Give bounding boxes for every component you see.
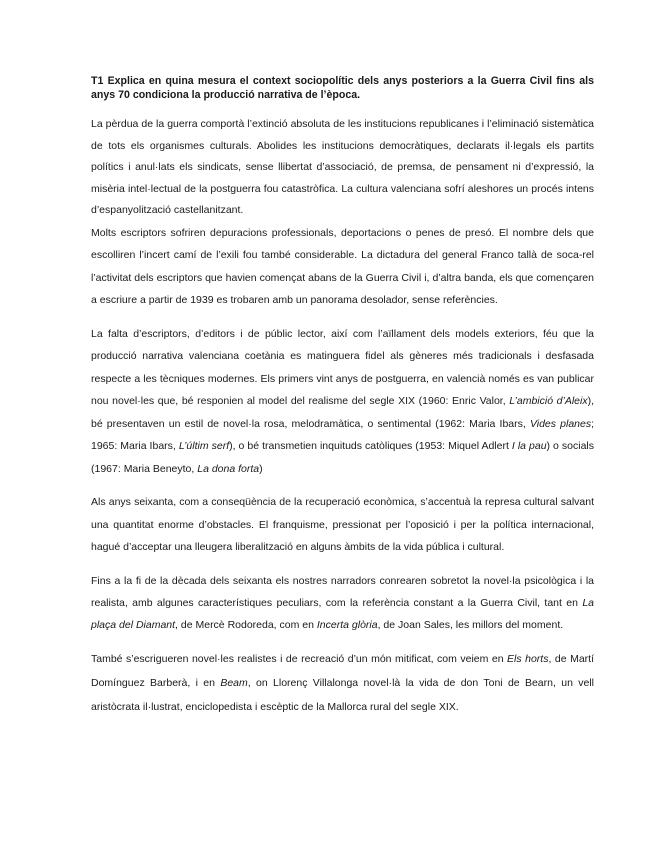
paragraph-3-text-4: ), o bé transmetien inquituds catòliques (1953: Miquel Adlert: [229, 440, 512, 452]
paragraph-5: [91, 570, 594, 636]
book-title-dona-forta: La dona forta: [197, 462, 260, 475]
paragraph-6-text-2: , de Martí Domínguez Barberà, i en: [91, 652, 594, 689]
paragraph-4: Als anys seixanta, com a conseqüència de la recuperació econòmica, s’accentuà la represa cultural salvant una quantitat enorme d’obstacles. El franquisme, pressionat per l’oposició i per la política internacional, hagué d’acceptar una lleugera liberalització en alguns àmbits de la vida pública i cultural.: [91, 496, 594, 553]
book-title-i-la-pau: I la pau: [511, 440, 547, 452]
book-title-beam: Beam: [220, 676, 248, 689]
paragraph-5-text-1: Fins a la fi de la dècada dels seixanta els nostres narradors conrearen sobretot la novel·la psicològica i la realista, amb algunes característiques peculiars, com la referència constant a la Guerra Civil, tant en: [91, 574, 594, 609]
paragraph-6-text-1: També s’escrigueren novel·les realistes i de recreació d’un món mitificat, com veiem en: [91, 652, 508, 665]
question-title: T1 Explica en quina mesura el context sociopolític dels anys posteriors a la Guerra Civil fins als anys 70 condiciona la producció narrativa de l’època.: [91, 75, 594, 101]
book-title-vides-planes: Vides planes: [529, 417, 592, 430]
paragraph-3-text-1: La falta d’escriptors, d’editors i de públic lector, així com l’aïllament dels models exteriors, féu que la producció narrativa valenciana coetània es matinguera fidel als gèneres més tradicionals i desfasada respecte a les tècniques modernes. Els primers vint anys de postguerra, en valencià només es van publicar nou novel·les que, bé responien al model del realisme del segle XIX (1960: Enric Valor,: [91, 327, 594, 407]
paragraph-3-text-2: ), bé presentaven un estil de novel·la rosa, melodramàtica, o sentimental (1962: Maria Ibars,: [91, 395, 595, 430]
paragraph-6: [91, 647, 594, 719]
paragraph-3-text-5: ) o socials (1967: Maria Beneyto,: [91, 440, 595, 475]
book-title-placa-diamant: La plaça del Diamant: [91, 596, 594, 631]
book-title-ultim-serf: L’últim serf: [178, 440, 230, 452]
book-title-incerta-gloria: Incerta glòria: [316, 618, 378, 631]
paragraph-3: [91, 323, 594, 481]
paragraph-3-text-3: ; 1965: Maria Ibars,: [91, 417, 595, 452]
paragraph-3-text-6: ): [259, 462, 263, 475]
book-title-els-horts: Els horts: [507, 652, 549, 665]
paragraph-5-text-3: , de Joan Sales, les millors del moment.: [377, 618, 564, 631]
document-page: [91, 74, 594, 719]
paragraph-6-text-3: , on Llorenç Villalonga novel·là la vida de don Toni de Bearn, un vell aristòcrata il·lustrat, enciclopedista i escèptic de la Mallorca rural del segle XIX.: [91, 676, 595, 713]
book-title-ambicio-aleix: L’ambició d’Aleix: [509, 395, 588, 407]
paragraph-2: Molts escriptors sofriren depuracions professionals, deportacions o penes de presó. El nombre dels que escolliren l’incert camí de l’exili fou també considerable. La dictadura del general Franco tallà de soca-rel l’activitat dels escriptors que havien començat abans de la Guerra Civil i, d’altra banda, els que començaren a escriure a partir de 1939 es trobaren amb un panorama desolador, sense referències.: [91, 226, 594, 306]
paragraph-1: La pèrdua de la guerra comportà l’extinció absoluta de les institucions republicanes i l’eliminació sistemàtica de tots els organismes culturals. Abolides les institucions democràtiques, declarats il·legals els partits polítics i anul·lats els sindicats, sense llibertat d’associació, de premsa, de pensament ni d’expressió, la misèria intel·lectual de la postguerra fou catastròfica. La cultura valenciana sofrí aleshores un procés intens d’espanyolització castellanitzant.: [91, 118, 594, 216]
paragraph-5-text-2: , de Mercè Rodoreda, com en: [175, 618, 317, 631]
